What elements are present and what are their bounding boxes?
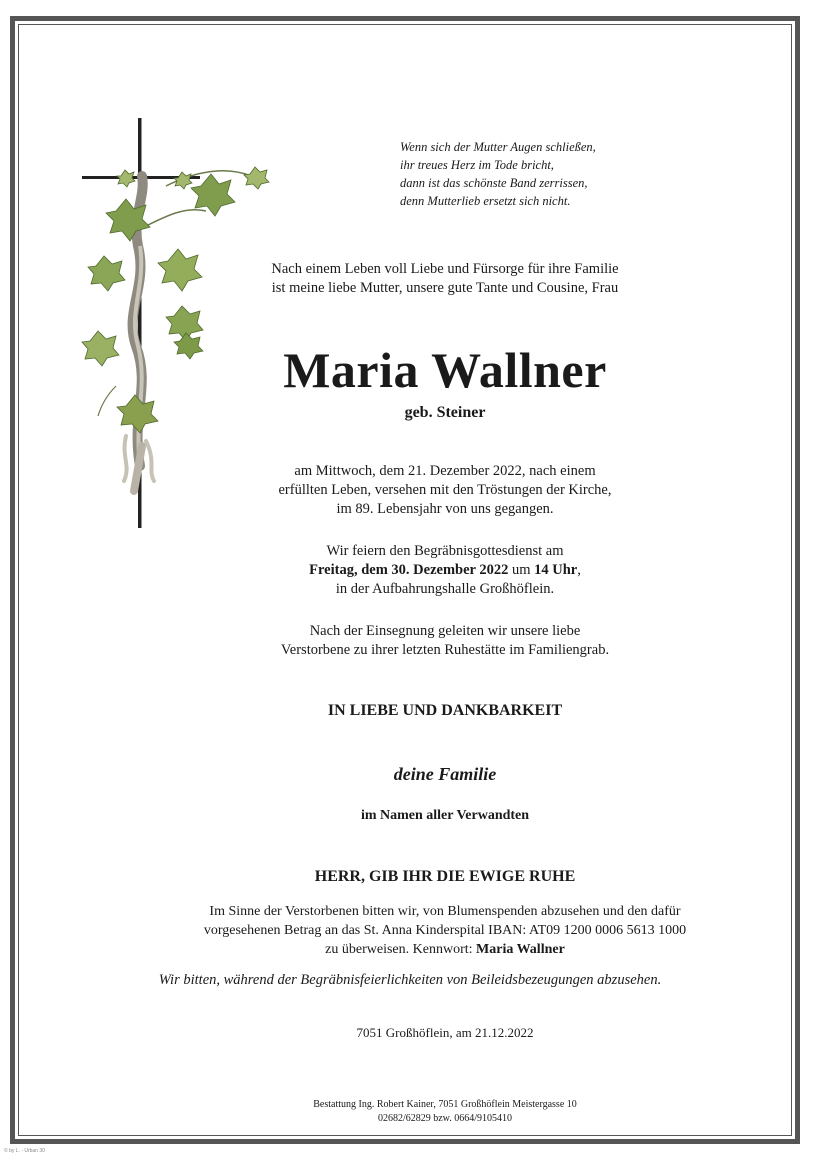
copyright-note: © by L. - Urban 30 bbox=[4, 1148, 45, 1154]
maiden-name: geb. Steiner bbox=[404, 404, 486, 421]
family-signature: deine Familie bbox=[393, 764, 497, 784]
intro-paragraph bbox=[130, 260, 760, 298]
poem-line: ihr treues Herz im Tode bricht, bbox=[400, 158, 554, 172]
place-date: 7051 Großhöflein, am 21.12.2022 bbox=[356, 1025, 534, 1040]
funeral-date-end: , bbox=[577, 562, 581, 578]
funeral-line: Wir feiern den Begräbnisgottesdienst am bbox=[326, 543, 564, 559]
donation-line: Im Sinne der Verstorbenen bitten wir, von Blumenspenden abzusehen und den dafür bbox=[209, 904, 681, 919]
donation-password: Maria Wallner bbox=[476, 942, 565, 957]
funeral-date: Freitag, dem 30. Dezember 2022 bbox=[309, 562, 509, 578]
donation-password-line bbox=[130, 940, 760, 959]
funeral-date-mid: um bbox=[508, 562, 535, 578]
burial-line: Verstorbene zu ihrer letzten Ruhestätte im Familiengrab. bbox=[280, 642, 610, 658]
deceased-name: Maria Wallner bbox=[283, 342, 607, 398]
poem-line: dann ist das schönste Band zerrissen, bbox=[400, 176, 588, 190]
death-paragraph bbox=[130, 462, 760, 519]
burial-paragraph bbox=[130, 622, 760, 660]
rest-heading: HERR, GIB IHR DIE EWIGE RUHE bbox=[314, 868, 576, 885]
funeral-date-line bbox=[130, 561, 760, 580]
death-line: im 89. Lebensjahr von uns gegangen. bbox=[336, 501, 554, 517]
funeral-line: in der Aufbahrungshalle Großhöflein. bbox=[335, 581, 555, 597]
donation-line3-prefix: zu überweisen. Kennwort: bbox=[325, 942, 477, 957]
relatives-note: im Namen aller Verwandten bbox=[360, 808, 530, 823]
poem bbox=[400, 138, 660, 210]
undertaker-line: Bestattung Ing. Robert Kainer, 7051 Großhöflein Meistergasse 10 bbox=[313, 1099, 577, 1110]
poem-line: Wenn sich der Mutter Augen schließen, bbox=[400, 140, 596, 154]
burial-line: Nach der Einsegnung geleiten wir unsere liebe bbox=[309, 623, 581, 639]
death-line: am Mittwoch, dem 21. Dezember 2022, nach einem bbox=[294, 463, 596, 479]
gratitude-heading: IN LIEBE UND DANKBARKEIT bbox=[327, 702, 563, 719]
funeral-paragraph bbox=[130, 542, 760, 599]
undertaker-line: 02682/62829 bzw. 0664/9105410 bbox=[377, 1113, 513, 1124]
intro-line: ist meine liebe Mutter, unsere gute Tante und Cousine, Frau bbox=[271, 280, 619, 296]
donation-line: vorgesehenen Betrag an das St. Anna Kinderspital IBAN: AT09 1200 0006 5613 1000 bbox=[203, 923, 687, 938]
poem-line: denn Mutterlieb ersetzt sich nicht. bbox=[400, 194, 571, 208]
undertaker-info bbox=[130, 1098, 760, 1126]
death-line: erfüllten Leben, versehen mit den Tröstungen der Kirche, bbox=[278, 482, 612, 498]
donation-paragraph bbox=[130, 902, 760, 959]
intro-line: Nach einem Leben voll Liebe und Fürsorge für ihre Familie bbox=[271, 261, 619, 277]
funeral-time: 14 Uhr bbox=[534, 562, 578, 578]
condolences-note: Wir bitten, während der Begräbnisfeierlichkeiten von Beileidsbezeugungen abzusehen. bbox=[158, 972, 662, 988]
